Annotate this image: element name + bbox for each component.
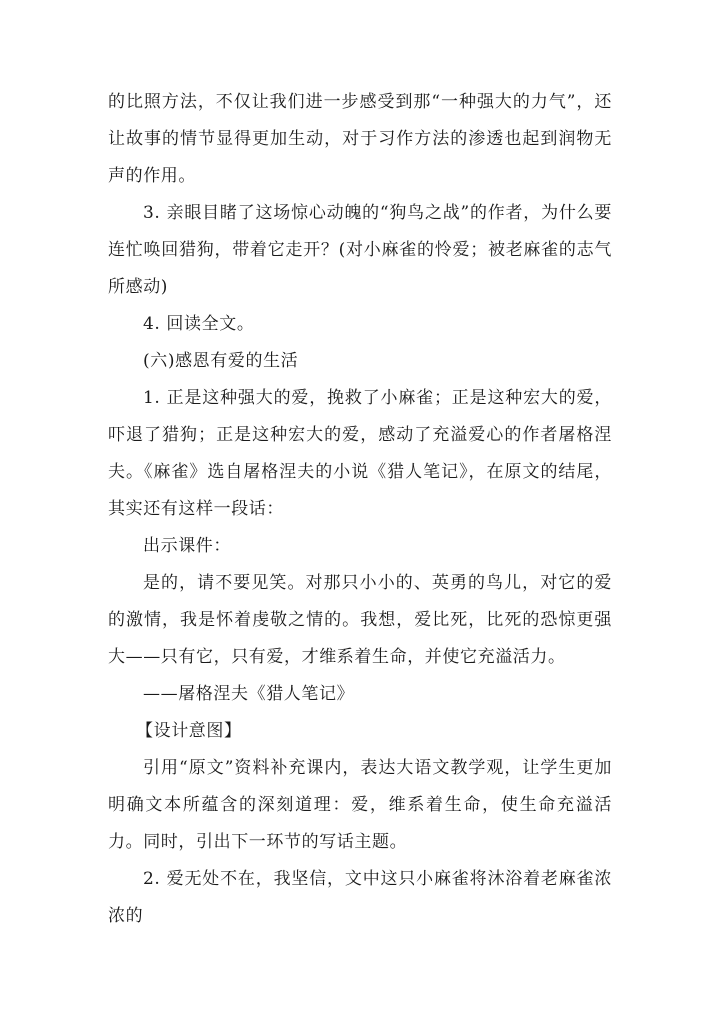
paragraph-question-3: 3. 亲眼目睹了这场惊心动魄的“狗鸟之战”的作者，为什么要连忙唤回猎狗，带着它走开？(对小麻雀的怜爱；被老麻雀的志气所感动) (108, 203, 612, 297)
design-intent-paragraph: 引用“原文”资料补充课内，表达大语文教学观，让学生更加明确文本所蕴含的深刻道理：爱，维系着生命，使生命充溢活力。同时，引出下一环节的写话主题。 (108, 758, 612, 852)
quotation-source: ——屠格涅夫《猎人笔记》 (143, 684, 355, 704)
paragraph-step-4: 4. 回读全文。 (143, 314, 255, 334)
paragraph-continuation: 的比照方法，不仅让我们进一步感受到那“一种强大的力气”，还让故事的情节显得更加生动，对于习作方法的渗透也起到润物无声的作用。 (108, 92, 612, 186)
paragraph-item-1: 1. 正是这种强大的爱，挽救了小麻雀；正是这种宏大的爱，吓退了猎狗；正是这种宏大的爱，感动了充溢爱心的作者屠格涅夫。《麻雀》选自屠格涅夫的小说《猎人笔记》，在原文的结尾，其实还有这样一段话： (108, 388, 612, 519)
paragraph-show-courseware: 出示课件： (143, 536, 231, 556)
quotation-paragraph: 是的，请不要见笑。对那只小小的、英勇的鸟儿，对它的爱的激情，我是怀着虔敬之情的。我想，爱比死，比死的恐惊更强大——只有它，只有爱，才维系着生命，并使它充溢活力。 (108, 573, 612, 667)
section-heading-six: (六)感恩有爱的生活 (143, 351, 299, 371)
paragraph-item-2: 2. 爱无处不在，我坚信，文中这只小麻雀将沐浴着老麻雀浓浓的 (108, 869, 612, 926)
design-intent-heading: 【设计意图】 (136, 721, 242, 741)
